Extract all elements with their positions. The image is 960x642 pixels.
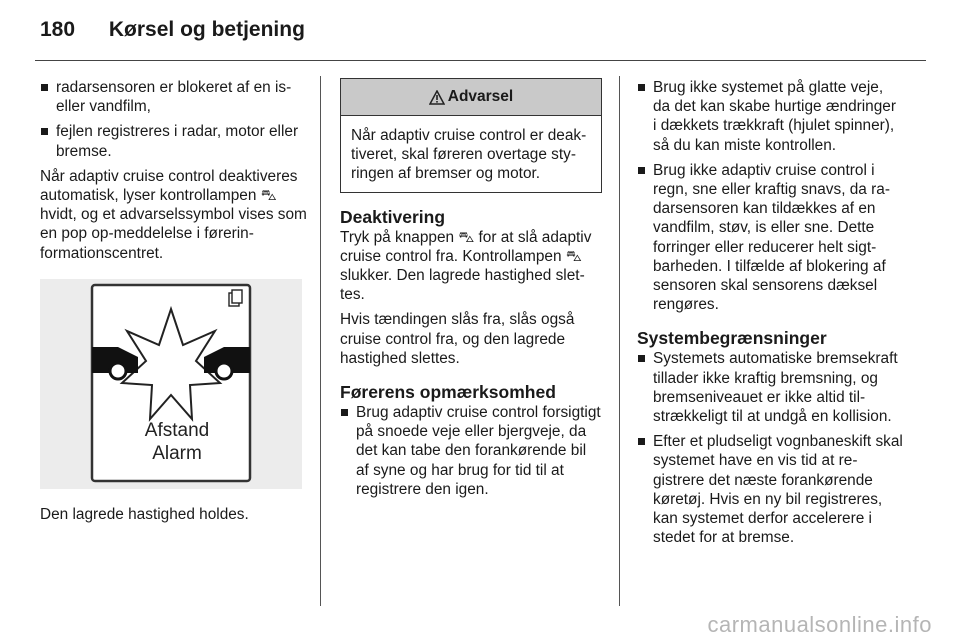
column-1 [40,78,310,530]
distance-alarm-figure [40,279,302,489]
page-title: Kørsel og betjening [108,18,305,41]
column-divider [320,76,321,606]
list-item: Brug ikke adaptiv cruise control i regn, sne eller kraftig snavs, da radarsensoren kan tildækkes af en vandfilm, støv, is eller sne. Dette forringer eller reducerer helt sigtbarheden. I tilfælde af blokering af sensoren skal sensorens dæksel rengøres. [637,161,903,315]
header-rule [35,60,926,61]
page-header [40,18,305,42]
section-heading: Systembegrænsninger [637,328,827,349]
warning-header [341,79,601,116]
section-heading: Deaktivering [340,206,446,227]
section-heading: Førerens opmærksomhed [340,382,556,403]
column-3 [637,78,903,553]
paragraph: Hvis tændingen slås fra, slås også cruise control fra, og den lagrede hastighed slettes. [340,311,575,367]
page-number: 180 [40,18,76,41]
column-divider [619,76,620,606]
warning-text: Når adaptiv cruise control er deaktiveret, skal føreren overtage styringen af bremser og motor. [351,127,587,183]
list-item: Systemets automatiske bremsekraft tillader ikke kraftig bremsning, og bremseniveauet er ikke altid tilstrækkeligt til at undgå en kollision. [637,349,903,426]
figure-label-line2: Alarm [152,442,202,464]
list-item: Brug ikke systemet på glatte veje, da det kan skabe hurtige ændringer i dækkets trækkraft (hjulet spinner), så du kan miste kontrollen. [637,78,903,155]
figure-caption: Den lagrede hastighed holdes. [40,505,249,523]
list-item: Brug adaptiv cruise control forsigtigt på snoede veje eller bjergveje, da det kan tabe den forankørende bil af syne og har brug for tid til at registrere den igen. [340,403,602,499]
list-item: radarsensoren er blokeret af en is- eller vandfilm, [40,78,310,116]
figure-label-line1: Afstand [144,419,210,441]
list-item: Efter et pludseligt vognbaneskift skal systemet have en vis tid at registrere det næste forankørende køretøj. Hvis en ny bil registreres, kan systemet derfor accelerere i stedet for at bremse. [637,432,903,547]
warning-box [340,78,602,193]
watermark: carmanualsonline.info [707,612,932,637]
paragraph: Tryk på knappen ⛍ for at slå adaptiv cruise control fra. Kontrollampen ⛍ slukker. Den lagrede hastighed slettes. [340,228,592,304]
paragraph: Når adaptiv cruise control deaktiveres automatisk, lyser kontrollampen ⛍ hvidt, og et advarselssymbol vises som en pop op-meddelelse i førerinformationscentret. [40,167,307,262]
warning-title: Advarsel [447,88,514,106]
warning-icon [429,90,445,105]
column-2 [340,78,602,505]
list-item: fejlen registreres i radar, motor eller bremse. [40,122,310,160]
